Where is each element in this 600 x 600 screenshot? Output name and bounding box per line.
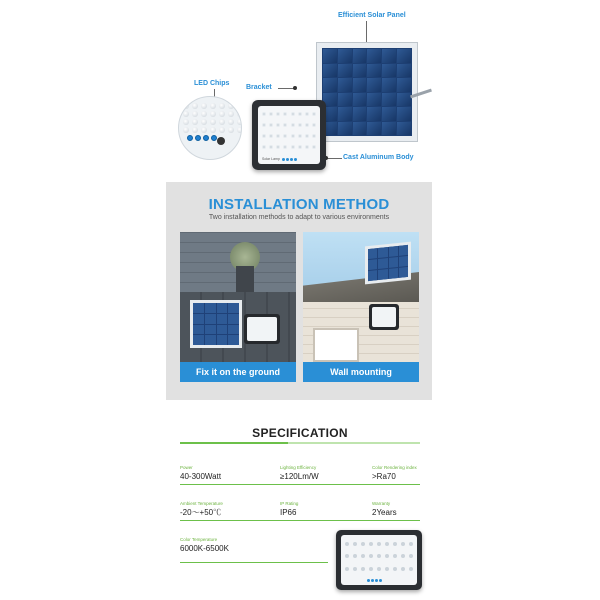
spec-value: 2Years: [372, 508, 397, 517]
spec-label: Color Temperature: [180, 537, 218, 542]
spec-value: ≥120Lm/W: [280, 472, 319, 481]
spec-label: IP Rating: [280, 501, 299, 506]
solar-panel-image: [316, 42, 418, 142]
floodlight-brand-text: Solar Lamp: [262, 157, 280, 161]
callout-led-chips: LED Chips: [194, 80, 230, 87]
spec-lighting-efficiency: [280, 464, 360, 482]
callout-bracket: Bracket: [246, 84, 272, 91]
callout-line-bracket: [278, 88, 294, 89]
spec-value: -20～+50℃: [180, 508, 222, 517]
callout-line-body: [326, 158, 342, 159]
installation-section: [166, 182, 432, 400]
spec-value: 6000K-6500K: [180, 544, 229, 553]
spec-warranty: [372, 500, 452, 518]
spec-ip-rating: [280, 500, 360, 518]
led-chips-zoom-image: [178, 96, 242, 160]
specification-title: SPECIFICATION: [252, 426, 348, 440]
callout-solar-panel: Efficient Solar Panel: [338, 12, 406, 19]
spec-value: 40-300Watt: [180, 472, 222, 481]
spec-row-line: [180, 520, 420, 521]
floodlight-image: [252, 100, 326, 170]
spec-label: Lighting Efficiency: [280, 465, 317, 470]
spec-floodlight-image: [336, 530, 422, 590]
solar-cells: [322, 48, 412, 136]
ground-install-caption: Fix it on the ground: [180, 362, 296, 382]
spec-row-line: [180, 484, 420, 485]
product-overview: [0, 0, 600, 178]
spec-ambient-temperature: [180, 500, 260, 521]
spec-label: Ambient Temperature: [180, 501, 223, 506]
specification-divider: [180, 442, 420, 444]
callout-dot-bracket: [293, 86, 297, 90]
spec-color-temperature: [180, 536, 330, 563]
spec-color-rendering: [372, 464, 452, 482]
wall-install-caption: Wall mounting: [303, 362, 419, 382]
spec-value: IP66: [280, 508, 297, 517]
spec-row-line: [180, 562, 328, 563]
spec-power: [180, 464, 260, 485]
installation-title: INSTALLATION METHOD: [208, 196, 390, 213]
wall-install-photo: [303, 232, 419, 382]
installation-subtitle: Two installation methods to adapt to various environments: [208, 214, 390, 221]
spec-label: Warranty: [372, 501, 391, 506]
callout-line-solar-panel: [366, 21, 367, 43]
spec-label: Color Rendering index: [372, 465, 417, 470]
callout-body: Cast Aluminum Body: [343, 154, 414, 161]
spec-label: Power: [180, 465, 193, 470]
ground-install-photo: [180, 232, 296, 382]
spec-value: >Ra70: [372, 472, 396, 481]
